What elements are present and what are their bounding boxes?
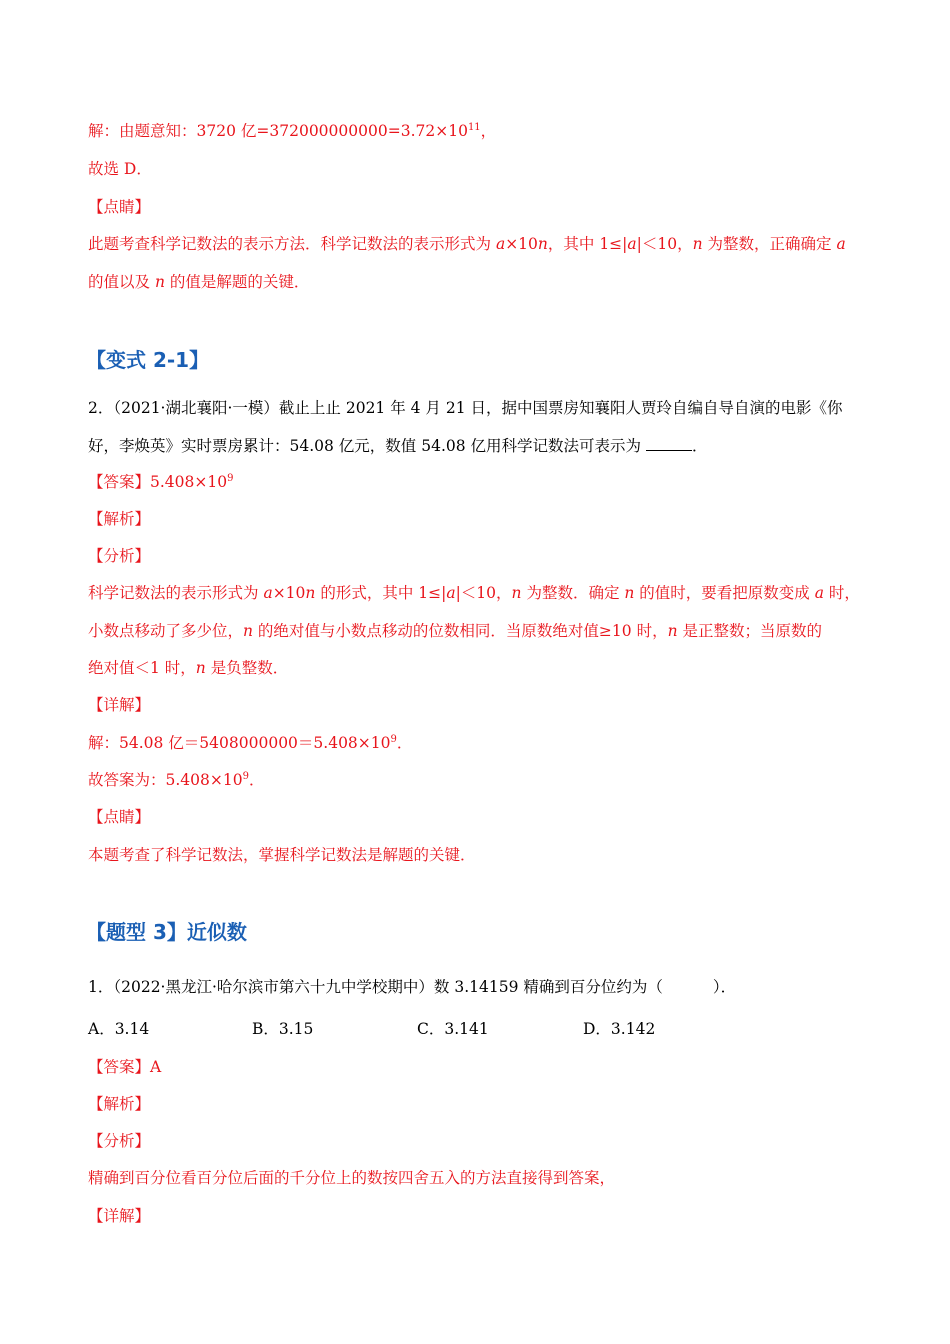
answer-blank — [646, 436, 692, 451]
tag-dianjing-2: 【点睛】 — [88, 808, 151, 826]
dianjing-text-line2: 的值以及 n 的值是解题的关键． — [88, 273, 310, 291]
fenxi-text-3: 精确到百分位看百分位后面的千分位上的数按四舍五入的方法直接得到答案， — [88, 1169, 616, 1187]
fenxi-line2: 小数点移动了多少位，n 的绝对值与小数点移动的位数相同．当原数绝对值≥10 时，n 是正整数；当原数的 — [88, 622, 822, 640]
dianjing-text-line1: 此题考查科学记数法的表示方法．科学记数法的表示形式为 a×10n，其中 1≤|a|＜10，n 为整数，正确确定 a — [88, 235, 846, 253]
tag-jiexi: 【解析】 — [88, 510, 151, 528]
tag-xiangjie: 【详解】 — [88, 696, 151, 714]
question-2-line1: 2．（2021·湖北襄阳·一模）截止上止 2021 年 4 月 21 日，据中国票房知襄阳人贾玲自编自导自演的电影《你 — [88, 399, 843, 417]
xiangjie-line2: 故答案为：$5.408\times 10^9$． — [88, 770, 265, 789]
question-3-stem: 1．（2022·黑龙江·哈尔滨市第六十九中学校期中）数 3.14159 精确到百分位约为（ ）． — [88, 978, 737, 996]
solution-line: 解：由题意知：3720 亿$=372000000000=3.72\times 10^{11}$， — [88, 121, 497, 140]
option-a[interactable]: A．3.14 — [88, 1020, 150, 1038]
section-heading-bianshi: 【变式 2-1】 — [86, 348, 210, 372]
option-b[interactable]: B．3.15 — [252, 1020, 314, 1038]
tag-fenxi-3: 【分析】 — [88, 1132, 151, 1150]
section-heading-tixing3: 【题型 3】近似数 — [86, 920, 247, 944]
tag-jiexi-3: 【解析】 — [88, 1095, 151, 1113]
option-c[interactable]: C．3.141 — [417, 1020, 489, 1038]
fenxi-line1: 科学记数法的表示形式为 a×10n 的形式，其中 1≤|a|＜10，n 为整数．确定 n 的值时，要看把原数变成 a 时， — [88, 584, 860, 602]
tag-xiangjie-3: 【详解】 — [88, 1207, 151, 1225]
fenxi-line3: 绝对值＜1 时，n 是负整数． — [88, 659, 289, 677]
answer-line: 【答案】$5.408\times 10^9$ — [88, 472, 234, 491]
dianjing-text-2: 本题考查了科学记数法，掌握科学记数法是解题的关键． — [88, 846, 476, 864]
xiangjie-line1: 解：54.08 亿$=5408000000=5.408\times 10^9$． — [88, 733, 413, 752]
tag-dianjing: 【点睛】 — [88, 198, 151, 216]
option-d[interactable]: D．3.142 — [583, 1020, 656, 1038]
question-2-line2: 好，李焕英》实时票房累计：54.08 亿元，数值 54.08 亿用科学记数法可表示为 ． — [88, 437, 708, 455]
answer-line-3: 【答案】A — [88, 1058, 162, 1076]
tag-fenxi: 【分析】 — [88, 547, 151, 565]
choice-line: 故选 D． — [88, 160, 152, 178]
